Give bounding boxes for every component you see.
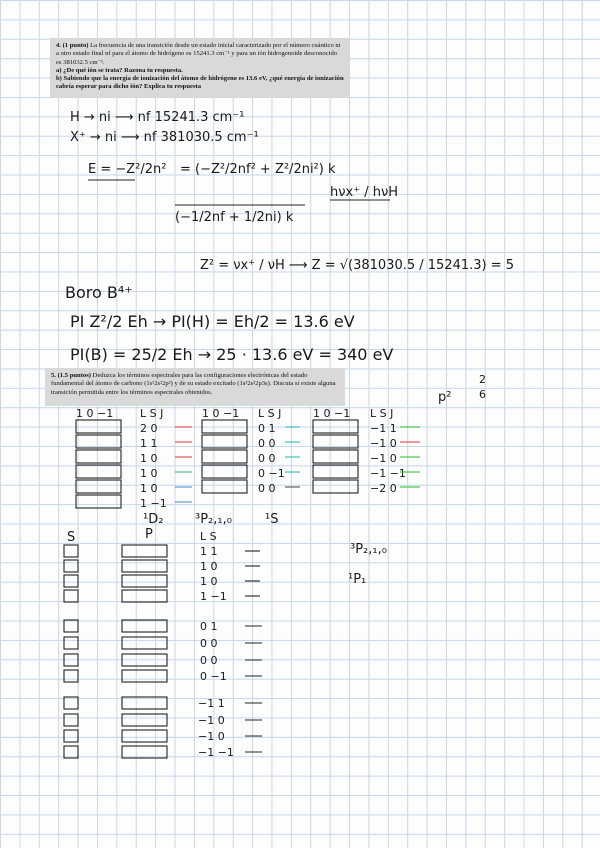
- term-3P: ³P₂,₁,₀: [195, 512, 232, 527]
- solution-4-line-2: X⁺ → ni ⟶ nf 381030.5 cm⁻¹: [70, 130, 259, 145]
- col2-row-5: 0 0: [258, 482, 276, 495]
- col3-row-1: −1 1: [370, 422, 397, 435]
- term-1D2: ¹D₂: [143, 512, 164, 527]
- col3-row-4: −1 −1: [370, 467, 406, 480]
- ionization-energy-boron: PI(B) = 25/2 Eh → 25 · 13.6 eV = 340 eV: [70, 345, 394, 364]
- ls-header: L S: [200, 530, 217, 543]
- energy-formula-middle: = (−Z²/2nf² + Z²/2ni²) k: [180, 162, 336, 177]
- col2-row-3: 0 0: [258, 452, 276, 465]
- group1-row-2: 1 0: [200, 560, 218, 573]
- group2-row-2: 0 0: [200, 637, 218, 650]
- ion-identified: Boro B⁴⁺: [65, 283, 133, 302]
- group2-row-3: 0 0: [200, 654, 218, 667]
- group3-row-1: −1 1: [198, 697, 225, 710]
- problem-5-points: (1.5 puntos): [57, 372, 91, 379]
- answer-term-3P: ³P₂,₁,₀: [350, 542, 387, 557]
- problem-4-part-b: b) Sabiendo que la energía de ionización del átomo de hidrógeno es 13.6 eV, ¿qué energía de ionización cabría esperar para dicho ión? Explica tu respuesta: [56, 75, 344, 91]
- problem-4-part-a: a) ¿De qué ión se trata? Razona tu respuesta.: [56, 66, 183, 74]
- p2-configuration: p²: [438, 390, 452, 405]
- problem-4-text: La frecuencia de una transición desde un estado inicial caracterizado por el número cuántico ni a otro estado final nf para el átomo de hidrógeno es 15241.3 cm⁻¹ y para un ión hidrogenoide desconocido es 381032.5 cm⁻¹.: [56, 42, 341, 66]
- group3-row-3: −1 0: [198, 730, 225, 743]
- answer-term-1P1: ¹P₁: [348, 572, 367, 587]
- ml-header-2: 1 0 −1: [202, 407, 240, 420]
- col2-row-2: 0 0: [258, 437, 276, 450]
- col1-row-2: 1 1: [140, 437, 158, 450]
- problem-5-text: Deduzca los términos espectrales para las configuraciones electrónicas del estado fundamental del átomo de carbono (1s²2s²2p²) y de su estado excitado (1s²2s²2p3s). Discuta si existe alguna transición permitida entre los términos espectrales obtenidos.: [51, 372, 336, 396]
- col1-row-1: 2 0: [140, 422, 158, 435]
- col1-row-6: 1 −1: [140, 497, 167, 510]
- solution-4-line-1: H → ni ⟶ nf 15241.3 cm⁻¹: [70, 110, 245, 125]
- col1-row-4: 1 0: [140, 467, 158, 480]
- col3-row-3: −1 0: [370, 452, 397, 465]
- energy-formula-left: E = −Z²/2n²: [88, 162, 167, 177]
- frequency-ratio: hνx⁺ / hνH: [330, 185, 398, 200]
- problem-4-points: (1 punto): [62, 42, 89, 49]
- problem-4-number: 4.: [56, 42, 61, 49]
- binomial-top: 2: [479, 373, 486, 386]
- ionization-energy-hydrogen: PI Z²/2 Eh → PI(H) = Eh/2 = 13.6 eV: [70, 312, 355, 331]
- group1-row-4: 1 −1: [200, 590, 227, 603]
- col1-row-5: 1 0: [140, 482, 158, 495]
- problem-5-number: 5.: [51, 372, 56, 379]
- lsj-header-1: L S J: [140, 407, 164, 420]
- group3-row-2: −1 0: [198, 714, 225, 727]
- col1-row-3: 1 0: [140, 452, 158, 465]
- s-orbital-label: S: [67, 530, 76, 545]
- p-orbital-label: P: [145, 527, 153, 542]
- term-1S: ¹S: [265, 512, 279, 527]
- group2-row-1: 0 1: [200, 620, 218, 633]
- ml-header-3: 1 0 −1: [313, 407, 351, 420]
- energy-formula-denominator: (−1/2nf + 1/2ni) k: [175, 210, 294, 225]
- col2-row-4: 0 −1: [258, 467, 285, 480]
- lsj-header-2: L S J: [258, 407, 282, 420]
- group2-row-4: 0 −1: [200, 670, 227, 683]
- lsj-header-3: L S J: [370, 407, 394, 420]
- col3-row-5: −2 0: [370, 482, 397, 495]
- group1-row-1: 1 1: [200, 545, 218, 558]
- col2-row-1: 0 1: [258, 422, 276, 435]
- group1-row-3: 1 0: [200, 575, 218, 588]
- group3-row-4: −1 −1: [198, 746, 234, 759]
- col3-row-2: −1 0: [370, 437, 397, 450]
- binomial-bottom: 6: [479, 388, 486, 401]
- ml-header-1: 1 0 −1: [76, 407, 114, 420]
- z-equation: Z² = νx⁺ / νH ⟶ Z = √(381030.5 / 15241.3) = 5: [200, 258, 515, 273]
